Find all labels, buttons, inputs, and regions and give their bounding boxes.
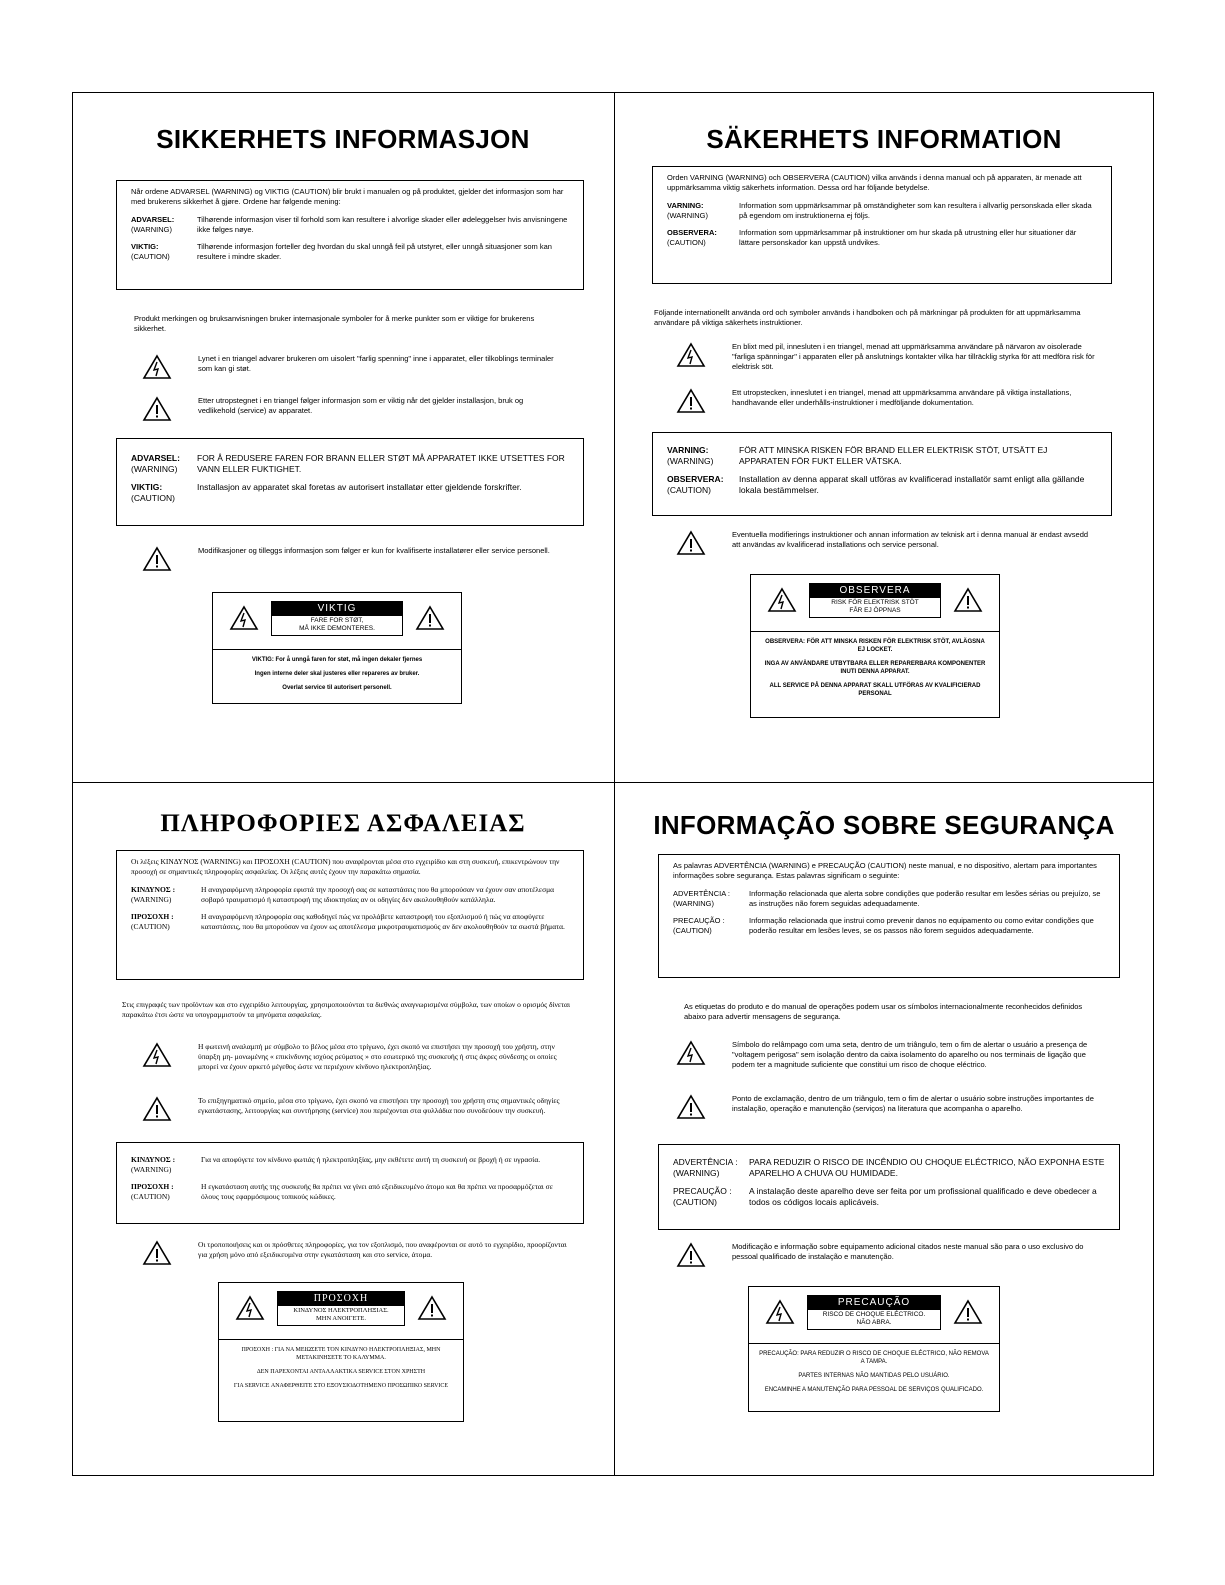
definitions-box	[116, 850, 584, 980]
quadrant-greek	[72, 782, 614, 1476]
exclamation-triangle-icon	[953, 1299, 983, 1325]
label-line: ALL SERVICE PÅ DENNA APPARAT SKALL UTFÖRAS AV KVALIFICIERAD PERSONAL	[769, 683, 981, 697]
label-line: PRECAUÇÃO: PARA REDUZIR O RISCO DE CHOQUE ELÉCTRICO, NÃO REMOVA A TAMPA.	[759, 1351, 989, 1365]
warning-row	[131, 453, 569, 475]
term-english: (WARNING)	[673, 1168, 720, 1178]
term-english: (CAUTION)	[131, 922, 170, 931]
exclamation-symbol-row	[676, 388, 1096, 414]
symbol-text: Το επιξηγηματικό σημείο, μέσα στο τρίγωνο, έχει σκοπό να επιστήσει την προσοχή του χρήστη στις σημαντικές οδηγίες εγκατάστασης, λειτουργίας και συντήρησης (service) που περιέχονται στα φυλλάδια που συνοδεύουν την συσκευή.	[198, 1096, 560, 1115]
lightning-triangle-icon	[142, 354, 172, 380]
definition-caution	[667, 228, 1097, 248]
term-label: VIKTIG:	[131, 482, 163, 492]
term-label: ΠΡΟΣΟΧΗ :	[131, 1182, 174, 1191]
warning-text: PARA REDUZIR O RISCO DE INCÊNDIO OU CHOQUE ELÉCTRICO, NÃO EXPONHA ESTE APARELHO A CHUVA OU HUMIDADE.	[749, 1157, 1105, 1178]
warning-box	[116, 1142, 584, 1224]
label-sub: ΚΙΝΔΥΝΟΣ ΗΛΕΚΤΡΟΠΛΗΞΙΑΣ.	[293, 1307, 389, 1314]
warning-box	[658, 1144, 1120, 1230]
symbol-text: Etter utropstegnet i en triangel følger informasjon som er viktig når det gjelder installasjon, bruk og vedlikehold (service) av apparatet.	[198, 396, 524, 415]
caution-row	[131, 482, 569, 504]
label-line: PARTES INTERNAS NÃO MANTIDAS PELO USUÁRIO.	[798, 1373, 950, 1379]
term-english: (WARNING)	[131, 464, 178, 474]
exclamation-triangle-icon	[676, 388, 706, 414]
lightning-symbol-row	[142, 1042, 572, 1072]
symbols-intro: Στις επιγραφές των προϊόντων και στο εγχειρίδιο λειτουργίας, χρησιμοποιούνται τα διεθνώς αναγνωρισμένα σύμβολα, των οποίων ο ορισμός δίνεται παρακάτω έτσι ώστε να υπογραμμιστούν τα μηνύματα ασφαλείας.	[122, 1000, 571, 1019]
lightning-triangle-icon	[765, 1299, 795, 1325]
symbol-text: Modificação e informação sobre equipamento adicional citados neste manual são para o uso exclusivo do pessoal qualificado de instalação e manutenção.	[732, 1242, 1084, 1261]
caution-row	[131, 1182, 569, 1202]
symbol-text: Οι τροποποιήσεις και οι πρόσθετες πληροφορίες, για τον εξοπλισμό, που αναφέρονται σε αυτό το εγχειρίδιο, προορίζονται για χρήση μόνο από εξειδικευμένα στην εγκατάσταση και στο service, άτομα.	[198, 1240, 567, 1259]
term-english: (CAUTION)	[131, 493, 175, 503]
warning-row	[667, 445, 1097, 467]
definitions-box	[652, 166, 1112, 284]
label-line: VIKTIG: For å unngå faren for støt, må ingen dekaler fjernes	[251, 657, 423, 663]
label-sub: ΜΗΝ ΑΝΟΙΓΕΤΕ.	[316, 1315, 366, 1322]
symbol-text: En blixt med pil, innesluten i en triangel, menad att uppmärksamma användare på närvaron av oisolerade "farliga spänningar" i apparaten eller på anslutnings kontakter vilka har tillräcklig styrka för att medföra risk för elektrisk söt.	[732, 342, 1095, 371]
term-label: OBSERVERA:	[667, 228, 717, 237]
term-text: Informação relacionada que alerta sobre condições que poderão resultar em lesões sérias ou prejuízo, se as instruções não forem seguidas adequadamente.	[749, 889, 1101, 908]
term-text: Information som uppmärksammar på instruktioner om hur skada på utrustning eller hur situationer där lättare personskador kan uppstå undvikes.	[739, 228, 1077, 247]
definition-warning	[131, 215, 569, 235]
warning-label	[212, 592, 462, 704]
term-label: ΚΙΝΔΥΝΟΣ :	[131, 885, 176, 894]
symbol-text: Ponto de exclamação, dentro de um triângulo, tem o fim de alertar o usuário sobre instruções importantes de instalação, operação e manutenção (serviços) na literatura que acompanha o aparelho.	[732, 1094, 1094, 1113]
warning-text: Για να αποφύγετε τον κίνδυνο φωτιάς ή ηλεκτροπληξίας, μην εκθέτετε αυτή τη συσκευή σε βροχή ή σε υγρασία.	[201, 1155, 541, 1164]
symbol-text: Eventuella modifierings instruktioner och annan information av teknisk art i denna manual är endast avsedd att användas av kvalificerad installations och service personal.	[732, 530, 1089, 549]
term-text: Informação relacionada que instrui como prevenir danos no equipamento ou como evitar condições que poderão resultar em lesões leves, se os passos não forem seguidos adequadamente.	[749, 916, 1094, 935]
lightning-triangle-icon	[229, 605, 259, 631]
symbols-intro: As etiquetas do produto e do manual de operações podem usar os símbolos internacionalmente reconhecidos definidos abaixo para advertir mensagens de segurança.	[684, 1002, 1083, 1021]
exclamation-triangle-icon	[142, 396, 172, 422]
caution-row	[667, 474, 1097, 496]
exclamation-triangle-icon	[953, 587, 983, 613]
caution-text: Installation av denna apparat skall utföras av kvalificerad installatör samt enligt alla gällande lokala bestämmelser.	[739, 474, 1085, 495]
section-title: SÄKERHETS INFORMATION	[706, 124, 1062, 154]
box-intro: Οι λέξεις ΚΙΝΔΥΝΟΣ (WARNING) και ΠΡΟΣΟΧΗ (CAUTION) που αναφέρονται μέσα στο εγχειρίδιο και στη συσκευή, επικεντρώνουν την προσοχή σε σημαντικές πληροφορίες ασφαλείας. Οι λέξεις αυτές έχουν την παρακάτω σημασία.	[131, 857, 560, 876]
box-intro: As palavras ADVERTÊNCIA (WARNING) e PRECAUÇÃO (CAUTION) neste manual, e no dispositivo, alertam para importantes informações sobre segurança. Estas palavras significam o seguinte:	[673, 861, 1097, 880]
term-label: ΠΡΟΣΟΧΗ :	[131, 912, 174, 921]
symbols-intro: Följande internationellt använda ord och symboler används i handboken och på märkningar på produkten för att uppmärksamma användare på viktiga säkerhets instruktioner.	[654, 308, 1081, 327]
lightning-triangle-icon	[676, 1040, 706, 1066]
term-english: (CAUTION)	[673, 926, 712, 935]
label-header: VIKTIG	[271, 601, 403, 616]
label-line: ΔΕΝ ΠΑΡΕΧΟΝΤΑΙ ΑΝΤΑΛΛΑΚΤΙΚΑ SERVICE ΣΤΟΝ ΧΡΗΣΤΗ	[256, 1369, 426, 1375]
modification-symbol-row	[142, 1240, 572, 1266]
definition-warning	[673, 889, 1105, 909]
warning-label	[748, 1286, 1000, 1412]
section-title: ΠΛΗΡΟΦΟΡΙΕΣ ΑΣΦΑΛΕΙΑΣ	[160, 810, 526, 837]
modification-symbol-row	[676, 1242, 1106, 1268]
term-label: ADVARSEL:	[131, 215, 175, 224]
lightning-triangle-icon	[142, 1042, 172, 1068]
label-line: ENCAMINHE A MANUTENÇÃO PARA PESSOAL DE SERVIÇOS QUALIFICADO.	[764, 1387, 984, 1393]
modification-symbol-row	[676, 530, 1096, 556]
exclamation-triangle-icon	[142, 546, 172, 572]
quadrant-swedish	[614, 92, 1154, 782]
quadrant-portuguese	[614, 782, 1154, 1476]
term-english: (WARNING)	[673, 899, 714, 908]
label-line: INGA AV ANVÄNDARE UTBYTBARA ELLER REPARERBARA KOMPONENTER INUTI DENNA APPARAT.	[764, 661, 986, 675]
label-sub: RISK FÖR ELEKTRISK STÖT	[831, 599, 919, 606]
term-label: VARNING:	[667, 201, 704, 210]
symbol-text: Lynet i en triangel advarer brukeren om uisolert "farlig spenning" inne i apparatet, eller tilkoblings terminaler som kan gi støt.	[198, 354, 554, 373]
term-label: VARNING:	[667, 445, 709, 455]
term-english: (WARNING)	[131, 225, 172, 234]
label-sub: MÅ IKKE DEMONTERES.	[299, 625, 375, 632]
label-line: Overlat service til autorisert personell.	[282, 685, 392, 691]
exclamation-triangle-icon	[676, 1242, 706, 1268]
term-english: (CAUTION)	[667, 485, 711, 495]
warning-text: FÖR ATT MINSKA RISKEN FÖR BRAND ELLER ELEKTRISK STÖT, UTSÄTT EJ APPARATEN FÖR FUKT ELLER VÄTSKA.	[739, 445, 1048, 466]
term-label: ADVARSEL:	[131, 453, 180, 463]
definition-warning	[667, 201, 1097, 221]
definition-warning	[131, 885, 569, 905]
term-label: ADVERTÊNCIA :	[673, 889, 730, 898]
term-label: VIKTIG:	[131, 242, 159, 251]
label-sub: FARE FOR STØT,	[310, 617, 364, 624]
lightning-triangle-icon	[676, 342, 706, 368]
caution-text: Installasjon av apparatet skal foretas av autorisert installatør etter gjeldende forskrifter.	[197, 482, 522, 492]
section-title: SIKKERHETS INFORMASJON	[156, 124, 530, 154]
label-sub: NÃO ABRA.	[856, 1319, 892, 1326]
definitions-box	[116, 180, 584, 290]
term-english: (CAUTION)	[131, 252, 170, 261]
exclamation-symbol-row	[142, 1096, 572, 1122]
caution-text: Η εγκατάσταση αυτής της συσκευής θα πρέπει να γίνει από εξειδικευμένο άτομο και θα πρέπει να προσαρμόζεται σε όλους τους εφαρμόσιμους τοπικούς κώδικες.	[201, 1182, 553, 1201]
label-line: ΠΡΟΣΟΧΗ : ΓΙΑ ΝΑ ΜΕΙΩΣΕΤΕ ΤΟΝ ΚΙΝΔΥΝΟ ΗΛΕΚΤΡΟΠΛΗΞΙΑΣ, ΜΗΝ ΜΕΤΑΚΙΝΗΣΕΤΕ ΤΟ ΚΑΛΥΜΜΑ.	[241, 1347, 441, 1361]
box-intro: Når ordene ADVARSEL (WARNING) og VIKTIG (CAUTION) blir brukt i manualen og på produktet, gjelder det informasjon som har med brukerens sikkerhet å gjøre. Ordene har følgende mening:	[131, 187, 564, 206]
term-text: Η αναγραφόμενη πληροφορία εφιστά την προσοχή σας σε καταστάσεις που θα μπορούσαν να έχουν σαν αποτέλεσμα σοβαρό τραυματισμό ή καταστροφή της ιδιοκτησίας αν οι οδηγίες δεν ακολουθηθούν κατάλληλα.	[201, 885, 555, 904]
term-english: (WARNING)	[667, 456, 714, 466]
exclamation-triangle-icon	[676, 530, 706, 556]
warning-box	[652, 432, 1112, 516]
symbol-text: Η φωτεινή αναλαμπή με σύμβολο το βέλος μέσα στο τρίγωνο, έχει σκοπό να επιστήσει την προσοχή του χρήστη, στην ύπαρξη μη- μονωμένης « επικίνδυνης ισχύος ρεύματος » στο εσωτερικό της συσκευής ή στις άκρες σύνδεσης οι οποίες μπορεί να έχουν αρκετό μέγεθος ώστε να περιέχουν κίνδυνο ηλεκτροπληξίας.	[198, 1042, 557, 1071]
symbols-intro: Produkt merkingen og bruksanvisningen bruker internasjonale symboler for å merke punkter som er viktige for brukerens sikkerhet.	[134, 314, 535, 333]
lightning-symbol-row	[676, 1040, 1106, 1070]
lightning-symbol-row	[142, 354, 562, 380]
definition-caution	[673, 916, 1105, 936]
exclamation-triangle-icon	[417, 1295, 447, 1321]
term-label: PRECAUÇÃO :	[673, 1186, 732, 1196]
definition-caution	[131, 912, 569, 932]
symbol-text: Símbolo do relâmpago com uma seta, dentro de um triângulo, tem o fim de alertar o usuário a presença de "voltagem perigosa" sem isolação dentro da caixa isolamento do aparelho ou nos terminais de ligação que podem ter a magnitude suficiente que constitui um risco de choque eléctrico.	[732, 1040, 1088, 1069]
term-english: (WARNING)	[667, 211, 708, 220]
warning-label	[750, 574, 1000, 718]
term-text: Information som uppmärksammar på omständigheter som kan resultera i allvarlig personskada eller skada på egendom om instruktionerna ej följs.	[739, 201, 1092, 220]
warning-row	[131, 1155, 569, 1175]
caution-text: A instalação deste aparelho deve ser feita por um profissional qualificado e deve obedecer a todos os códigos locais aplicáveis.	[749, 1186, 1097, 1207]
exclamation-triangle-icon	[415, 605, 445, 631]
label-line: OBSERVERA: FÖR ATT MINSKA RISKEN FÖR ELEKTRISK STÖT, AVLÄGSNA EJ LOCKET.	[765, 639, 985, 653]
term-english: (CAUTION)	[131, 1192, 170, 1201]
symbol-text: Ett utropstecken, inneslutet i en triangel, menad att uppmärksamma användare på viktiga installations, handhavande eller underhålls-instruktioner i medföljande dokumentation.	[732, 388, 1072, 407]
label-header: ΠΡΟΣΟΧΗ	[277, 1291, 405, 1306]
label-sub: RISCO DE CHOQUE ELÉCTRICO.	[822, 1311, 926, 1318]
term-label: OBSERVERA:	[667, 474, 724, 484]
exclamation-symbol-row	[676, 1094, 1106, 1120]
warning-text: FOR Å REDUSERE FAREN FOR BRANN ELLER STØT MÅ APPARATET IKKE UTSETTES FOR VANN ELLER FUKTIGHET.	[197, 453, 565, 474]
lightning-triangle-icon	[235, 1295, 265, 1321]
caution-row	[673, 1186, 1105, 1208]
label-line: ΓΙΑ SERVICE ΑΝΑΦΕΡΘΕΙΤΕ ΣΤΟ ΕΞΟΥΣΙΟΔΟΤΗΜΕΝΟ ΠΡΟΣΩΠΙΚΟ SERVICE	[233, 1383, 449, 1389]
warning-box	[116, 438, 584, 526]
quadrant-norwegian	[72, 92, 614, 782]
label-header: PRECAUÇÃO	[807, 1295, 941, 1310]
definitions-box	[658, 854, 1120, 978]
exclamation-symbol-row	[142, 396, 562, 422]
exclamation-triangle-icon	[676, 1094, 706, 1120]
box-intro: Orden VARNING (WARNING) och OBSERVERA (CAUTION) vilka används i denna manual och på apparaten, är menade att uppmärksamma viktig säkerhets information. Dessa ord har följande betydelse.	[667, 173, 1082, 192]
term-label: ΚΙΝΔΥΝΟΣ :	[131, 1155, 176, 1164]
lightning-symbol-row	[676, 342, 1096, 372]
symbol-text: Modifikasjoner og tilleggs informasjon som følger er kun for kvalifiserte installatører eller service personell.	[198, 546, 550, 555]
lightning-triangle-icon	[767, 587, 797, 613]
label-line: Ingen interne deler skal justeres eller repareres av bruker.	[254, 671, 420, 677]
term-text: Η αναγραφόμενη πληροφορία σας καθοδηγεί πώς να προλάβετε καταστροφή του εξοπλισμού ή πώς να αποφύγετε καταστάσεις, που θα μπορούσαν να έχουν ως αποτέλεσμα μικροτραυματισμούς αν δεν ακολουθηθούν τα σωστά βήματα.	[201, 912, 565, 931]
label-sub: FÅR EJ ÖPPNAS	[849, 607, 901, 614]
term-english: (CAUTION)	[667, 238, 706, 247]
term-label: ADVERTÊNCIA :	[673, 1157, 738, 1167]
section-title: INFORMAÇÃO SOBRE SEGURANÇA	[653, 810, 1115, 840]
exclamation-triangle-icon	[142, 1096, 172, 1122]
warning-row	[673, 1157, 1105, 1179]
warning-label	[218, 1282, 464, 1422]
term-english: (WARNING)	[131, 895, 172, 904]
term-label: PRECAUÇÃO :	[673, 916, 725, 925]
term-english: (CAUTION)	[673, 1197, 717, 1207]
definition-caution	[131, 242, 569, 262]
term-text: Tilhørende informasjon forteller deg hvordan du skal unngå feil på utstyret, eller unngå situasjoner som kan resultere i mindre skader.	[197, 242, 552, 261]
exclamation-triangle-icon	[142, 1240, 172, 1266]
term-english: (WARNING)	[131, 1165, 172, 1174]
label-header: OBSERVERA	[809, 583, 941, 598]
modification-symbol-row	[142, 546, 562, 572]
term-text: Tilhørende informasjon viser til forhold som kan resultere i alvorlige skader eller ødeleggelser hvis anvisningene ikke følges nøye.	[197, 215, 568, 234]
